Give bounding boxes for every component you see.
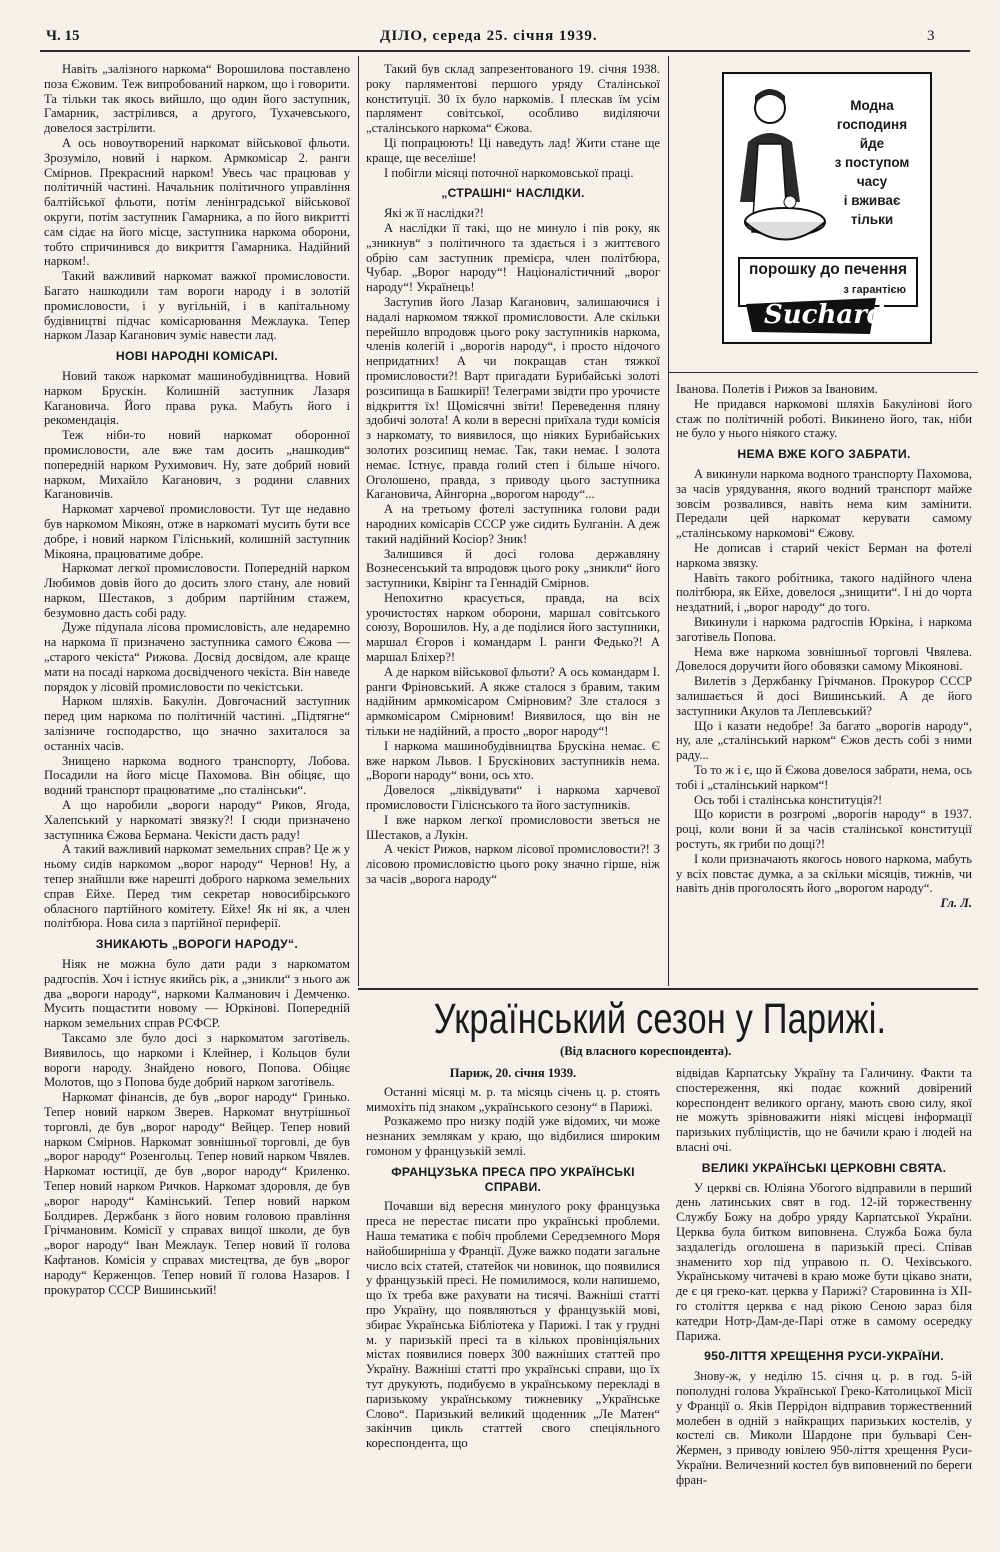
paragraph: Викинули і наркома радгоспів Юркіна, і наркома заготівель Попова. xyxy=(676,614,972,644)
paragraph: відвідав Карпатську Україну та Галичину. Факти та спостереження, які подає кожний довірений кореспондент великого органу, мають свою силу, якої не можуть зрівноважити ніякі місцеві інформації паризьких публіцистів, що не бачили краю і людей на власні очі. xyxy=(676,1066,972,1154)
paragraph: Почавши від вересня минулого року французька преса не перестає писати про українські проблеми. Наша тематика є побіч проблеми Середземного Моря найобширніша у Франції. Дуже важко подати загальне число всіх статей, статейок чи новинок, що появилися у французькій пресі. Не помилимося, коли напишемо, що їх треба вже рахувати на тисячі. Важніші статті про Україну, що появляються у французькій мові, збирає Українська Бібліотека у Парижі. І так у грудні м. у паризькій пресі та в кількох провінціяльних містах появилися поверх 300 важніших статтей про Україну. Важніші статті про українські справи, що їх тут друкують, подибуємо в українському перекладі в паризькому українському тижневику „Українське Слово“. Паризький великий щоденник „Ле Матен“ закінчив цикль статтей свого спеціяльного кореспондента, що xyxy=(366,1199,660,1451)
paragraph: Іванова. Полетів і Рижов за Івановим. xyxy=(676,382,878,396)
heading-baptism-anniversary: 950-ЛІТТЯ ХРЕЩЕННЯ РУСИ-УКРАЇНИ. xyxy=(704,1349,944,1364)
paragraph: А ось новоутворений наркомат військової фльоти. Зрозуміло, новий і нарком. Армкомісар 2. ранги Смірнов. Прекрасний нарком! Увесь час працював у політичній частині. Начальник політичного управління балтійської фльоти, потім ленінградської військової округи, потім заступник Гамарника, а по його викритті сам сідає на його місце, заступника наркома оборони, тобто спричинився до викриття Гамарника. Надійний нарком!. xyxy=(44,135,350,269)
paragraph: І вже нарком легкої промисловости зветься не Шестаков, а Лукін. xyxy=(366,812,660,842)
paragraph: Дуже підупала лісова промисловість, але недаремно на наркома її призначено заступника самого Єжова — „старого чекіста“ Рижова. Досвід досвідом, але краще мати на посаді наркома досвідченого чекіста. Він наведе порядок у лісовій промисловости по чекістськи. xyxy=(44,620,350,694)
column-1 xyxy=(44,62,350,1542)
slogan-line: йде xyxy=(859,136,885,151)
slogan-line: тільки xyxy=(850,212,894,227)
paragraph: Заступив його Лазар Каганович, залишаючися і надалі наркомом тяжкої промисловости. Але скільки перейшло впродовж цього року заступників наркома, членів колегій і „ворогів народу“, і просто нідочого непридатних! А чи покращав стан тяжкої промисловости?! Варт пригадати Бурибайські золоті розсипища в Башкирії! Телеграми звідти про урочисте відкриття їх! Щомісячні звіти! Переведення пляну здобичі золота! А коли в вересні приїхала туди комісія з наркомату, то виявилося, що ніяких Бурибайських золотих розсипищ немає. Так, таки немає. І золота немає. Істнує, правда голий степ і більше нічого. Оголошено, правда, з приводу цього заступника Кагановича, Айнгорна „ворогом народу“... xyxy=(366,294,660,502)
paragraph: Навіть „залізного наркома“ Ворошилова поставлено поза Єжовим. Теж випробований нарком, що і говорити. Та тільки так якось вийшло, що один його заступник, Гамарник, застрілився, а другого, Тухачевського, довелося застрілити. xyxy=(44,62,350,136)
paragraph: А де нарком військової фльоти? А ось командарм І. ранги Фріновський. А якже сталося з бравим, таким надійним армкомісаром Смірновим? Зле сталося з армкомісаром Смірновим! Виявилося, що він не тільки не надійний, а просто „ворог народу“! xyxy=(366,664,660,739)
paragraph: Ці попрацюють! Ці наведуть лад! Жити стане ще краще, ще веселіше! xyxy=(366,135,660,165)
paris-left-column xyxy=(366,1066,660,1546)
col1-intro xyxy=(44,62,350,343)
paragraph: Наркомат легкої промисловости. Попередній нарком Любимов довів його до досить злого стану, але новий нарком, Шестаков, з добрим партійним стажем, безумовно дасть собі раду. xyxy=(44,561,350,620)
ad-slogan xyxy=(816,96,928,229)
product-name: порошку до печення xyxy=(749,261,907,278)
paragraph: Теж ніби-то новий наркомат оборонної промисловости, але вже там досить „нашкодив“ попередній нарком Рухимович. Ну, зате добрий новий нарком, Михайло Каганович, з родини славних Кагановичів. xyxy=(44,428,350,502)
paragraph: Нема вже наркома зовнішньої торговлі Чвялева. Довелося доручити його обовязки самому Мікоянові. xyxy=(676,644,972,674)
paragraph: У церкві св. Юліяна Убогого відправили в перший день латинських свят в год. 12-ій торжественну Службу Божу на добро уряду Карпатської України. Церква була битком виповнена. Служба Божа була заздалегідь оголошена в паризькій пресі. Співав знаменито хор під управою п. О. Чехівського. Українському читачеві в краю може бути цікаво знати, де є ця греко-кат. церква у Парижі? Старовинна із XII-го століття церква є над рікою Сеною зараз біля катедри Нотр-Дам-де-Парі отже в самому осередку Парижа. xyxy=(676,1180,972,1343)
paragraph: Не придався наркомові шляхів Бакуліновi його стаж по політичній роботі. Викинено його, так, ніби не було у нього ніякого стажу. xyxy=(676,396,972,441)
suchard-advertisement xyxy=(722,72,932,344)
column-divider-1 xyxy=(358,56,359,986)
column-2 xyxy=(366,62,660,982)
paragraph: Вилетів з Держбанку Грічманов. Прокурор СССР залишається й досі Вишинський. А де його заступники Акулов та Леплевський? xyxy=(676,674,972,718)
slogan-line: з поступом xyxy=(834,155,910,170)
dateline: Париж, 20. січня 1939. xyxy=(449,1066,577,1080)
column-3 xyxy=(676,382,972,982)
paragraph: Новий також наркомат машинобудівництва. Новий нарком Брускін. Колишній заступник Лазаря Кагановича. Його права рука. Мабуть його і рекомендація. xyxy=(44,368,350,428)
paragraph: Що і казати недобре! За багато „ворогів народу“, ну, але „сталінський нарком“ Єжов десть собі з ними раду... xyxy=(676,718,972,763)
paragraph: Які ж її наслідки?! xyxy=(384,206,484,221)
heading-terrible-results: „СТРАШНІ“ НАСЛІДКИ. xyxy=(441,186,585,201)
signature: Гл. Л. xyxy=(940,896,972,911)
paragraph: А що наробили „вороги народу“ Риков, Ягода, Халепський у наркоматі звязку?! І сюди призначено заступника Єжова Бермана. Чекісти дасть раду! xyxy=(44,798,350,842)
paris-headline: Український сезон у Парижі. xyxy=(433,995,887,1043)
housewife-illustration xyxy=(730,82,830,272)
paragraph: Ніяк не можна було дати ради з наркоматом радгоспів. Хоч і істнує якийсь рік, а „зникли“ з нього аж два „вороги народу“, наркоми Калманович і Демченко. Мусить пощастити новому — Юркінові. Попередній нарком земельних справ РСФСР. xyxy=(44,957,350,1031)
ad-rule xyxy=(668,372,978,373)
column-divider-2 xyxy=(668,56,669,986)
paragraph: Таксамо зле було досі з наркоматом заготівель. Виявилось, що наркоми і Клейнер, і Кольцов були вороги народу. Знайдено нового, Попова. Обіцяє Молотов, що з Попова буде добрий нарком заготівель. xyxy=(44,1031,350,1090)
paragraph: Знищено наркома водного транспорту, Лобова. Посадили на його місце Пахомова. Він обіцяє, що водний транспорт працюватиме „по сталінськи“. xyxy=(44,753,350,798)
paragraph: І наркома машинобудівництва Брускіна немає. Є вже нарком Львов. І Брускінових заступників нема. „Вороги народу“ вони, ось хто. xyxy=(366,738,660,783)
page-header xyxy=(0,26,1000,50)
slogan-line: часу xyxy=(856,174,888,189)
paragraph: Залишився й досі голова державляну Вознесенський та впродовж цього року „зникли“ його заступники, Квірінг та Геннадій Смірнов. xyxy=(366,546,660,591)
heading-enemies-vanish: ЗНИКАЮТЬ „ВОРОГИ НАРОДУ“. xyxy=(95,937,299,952)
paragraph: Такий важливий наркомат важкої промисловости. Багато нашкодили там вороги народу і в золотій промисловости, і у вугільній, і в капітальному будівництві підчас комісарювання Межлаука. Тепер нарком Лазар Каганович зуміє навести лад. xyxy=(44,269,350,343)
paragraph: То то ж і є, що й Єжова довелося забрати, нема, ось тобі і „сталінський нарком“! xyxy=(676,762,972,792)
slogan-line: і вживає xyxy=(843,193,901,208)
section-rule xyxy=(358,988,978,990)
paragraph: Розкажемо про низку подій уже відомих, чи може незнаних землякам у краю, що відбилися широким гомоном у французькій землі. xyxy=(366,1114,660,1158)
paragraph: Ось тобі і сталінська конституція?! xyxy=(694,792,883,807)
paragraph: Що користи в розгромі „ворогів народу“ в 1937. році, коли вони й за часів сталінської конституції ростуть, як гриби по дощі?! xyxy=(676,807,972,851)
paragraph: І побігли місяці поточної наркомовської праці. xyxy=(384,165,634,180)
heading-french-press: ФРАНЦУЗЬКА ПРЕСА ПРО УКРАЇНСЬКІ СПРАВИ. xyxy=(391,1164,635,1194)
slogan-line: господиня xyxy=(836,117,908,132)
masthead: ДІЛО, середа 25. січня 1939. xyxy=(380,28,598,44)
heading-church-holidays: ВЕЛИКІ УКРАЇНСЬКІ ЦЕРКОВНІ СВЯТА. xyxy=(701,1160,947,1175)
paragraph: Не дописав і старий чекіст Берман на фотелі наркома звязку. xyxy=(676,540,972,570)
paragraph: А чекіст Рижов, нарком лісової промисловости?! З лісовою промисловістю цього року значно гірше, ніж за часів „ворога народу“ xyxy=(366,842,660,887)
paragraph: Довелося „ліквідувати“ і наркома харчевої промисловости Гіліснського та його заступників. xyxy=(366,783,660,813)
col1-commissars xyxy=(44,369,350,931)
paragraph: І коли призначають якогось нового наркома, мабуть у всіх повстає думка, а за скільки місяців, тижнів, чи навіть днів проголосять його „ворогом народу“. xyxy=(676,851,972,896)
paris-byline: (Від власного кореспондента). xyxy=(560,1044,732,1058)
guarantee-label: з гарантією xyxy=(843,284,906,296)
paragraph: Останні місяці м. р. та місяць січень ц. р. стоять мимохіть під знаком „українського сезону“ в Парижі. xyxy=(366,1084,660,1114)
paragraph: Нарком шляхів. Бакулін. Довгочасний заступник перед цим наркома по політичній частині. „Підтягне“ залізниче господарство, що значно захиталося за останніх часів. xyxy=(44,694,350,753)
slogan-line: Модна xyxy=(850,98,894,113)
paragraph: Непохитно красується, правда, на всіх урочистостях нарком оборони, маршал совітського союзу, Ворошилов. Ну, а де поділися його заступники, маршал Єгоров і командарм І. ранги Федько?! А маршал Бліхер?! xyxy=(366,590,660,665)
paragraph: А такий важливий наркомат земельних справ? Це ж у ньому сидів наркомом „ворог народу“ Чернов! Ну, а тепер знайшли вже нарешті доброго наркома земельних справ Ейхе. Перед тим секретар новосибірського обласного партійного комітету. Ейхе! Як ні як, а член політбюра. Нова сила з партійної периферії. xyxy=(44,842,350,931)
heading-nobody-left: НЕМА ВЖЕ КОГО ЗАБРАТИ. xyxy=(737,447,911,462)
heading-new-commissars: НОВІ НАРОДНІ КОМІСАРІ. xyxy=(115,349,279,364)
paragraph: А на третьому фотелі заступника голови ради народних комісарів СССР уже сидить Булганін. А деж такий надійний Косіор? Зник! xyxy=(366,502,660,546)
paragraph: Наркомат харчевої промисловости. Тут ще недавно був наркомом Мікоян, отже в наркоматі мусить бути все добре, і новий нарком Гіліснький, колишній заступник Мікояна, працюватиме добре. xyxy=(44,502,350,561)
brand-logo xyxy=(746,296,886,336)
paragraph: Навіть такого робітника, такого надійного члена політбюра, як Ейхе, довелося „знищити“. І ні до чорта нездатний, і „ворог народу“ до того. xyxy=(676,570,972,615)
paragraph: А наслідки її такі, що не минуло і пів року, як „зникнув“ з політичного та здається і з життєвого обрію сам заступник премієра, член політбюра, Чубар. „Ворог народу“! Націоналістичний „ворог народу“! Українець! xyxy=(366,220,660,295)
col1-enemies xyxy=(44,957,350,1297)
paris-right-column xyxy=(676,1066,972,1546)
paragraph: Такий був склад запрезентованого 19. січня 1938. року парляментові першого уряду Сталінської конституції. 30 їх було наркомів. І плескав їм усім парлямент совітської, особливо виділяючи „сталінського наркома“ Єжова. xyxy=(366,62,660,136)
issue-label: Ч. 15 xyxy=(46,28,80,44)
brand-name: Suchard xyxy=(764,300,886,330)
header-rule xyxy=(40,50,970,52)
paragraph: Наркомат фінансів, де був „ворог народу“ Гринько. Тепер новий нарком Зверев. Наркомат внутрішньої торговлі, де був „ворог народу“ Вейцер. Тепер новий нарком Смірнов. Наркомат зовнішньої торговлі, де був „ворог народу“ Розенгольц. Тепер новий нарком Чвялев. Наркомат юстиції, де був „ворог народу“ Криленко. Тепер новий нарком Ричков. Наркомат здоровля, де був „ворог народу“ Камінський. Тепер новий нарком Болдирев. Держбанк з його новим головою правління Грічмановим. Комісії у справах вищої школи, де був „ворог народу“ Іван Межлаук. Тепер новий її голова Кафтанов. Комісія у справах мистецтва, де був „ворог народу“ Керженцов. Тепер новий її голова Назаров. І прокуратор СССР Вишинський! xyxy=(44,1090,350,1297)
paragraph: А викинули наркома водного транспорту Пахомова, за часів урядування, якого водний транспорт майже зовсім розвалився, навіть нема ким замінити. Передали цей наркомат керувати самому „сталінському наркомові“ Єжову. xyxy=(676,466,972,541)
paragraph: Знову-ж, у неділю 15. січня ц. р. в год. 5-ій пополудні голова Української Греко-Католицької Місії у Франції о. Яків Перрідон відправив торжественний молебен в одній з найкращих паризьких костелів, у костелі св. Миколи Шардоне при бульварі Сен-Жермен, з приводу ювілею 950-ліття хрещення Руси-України. Величезний костел був виповнений по береги фран- xyxy=(676,1369,972,1487)
page-number: 3 xyxy=(927,28,935,44)
